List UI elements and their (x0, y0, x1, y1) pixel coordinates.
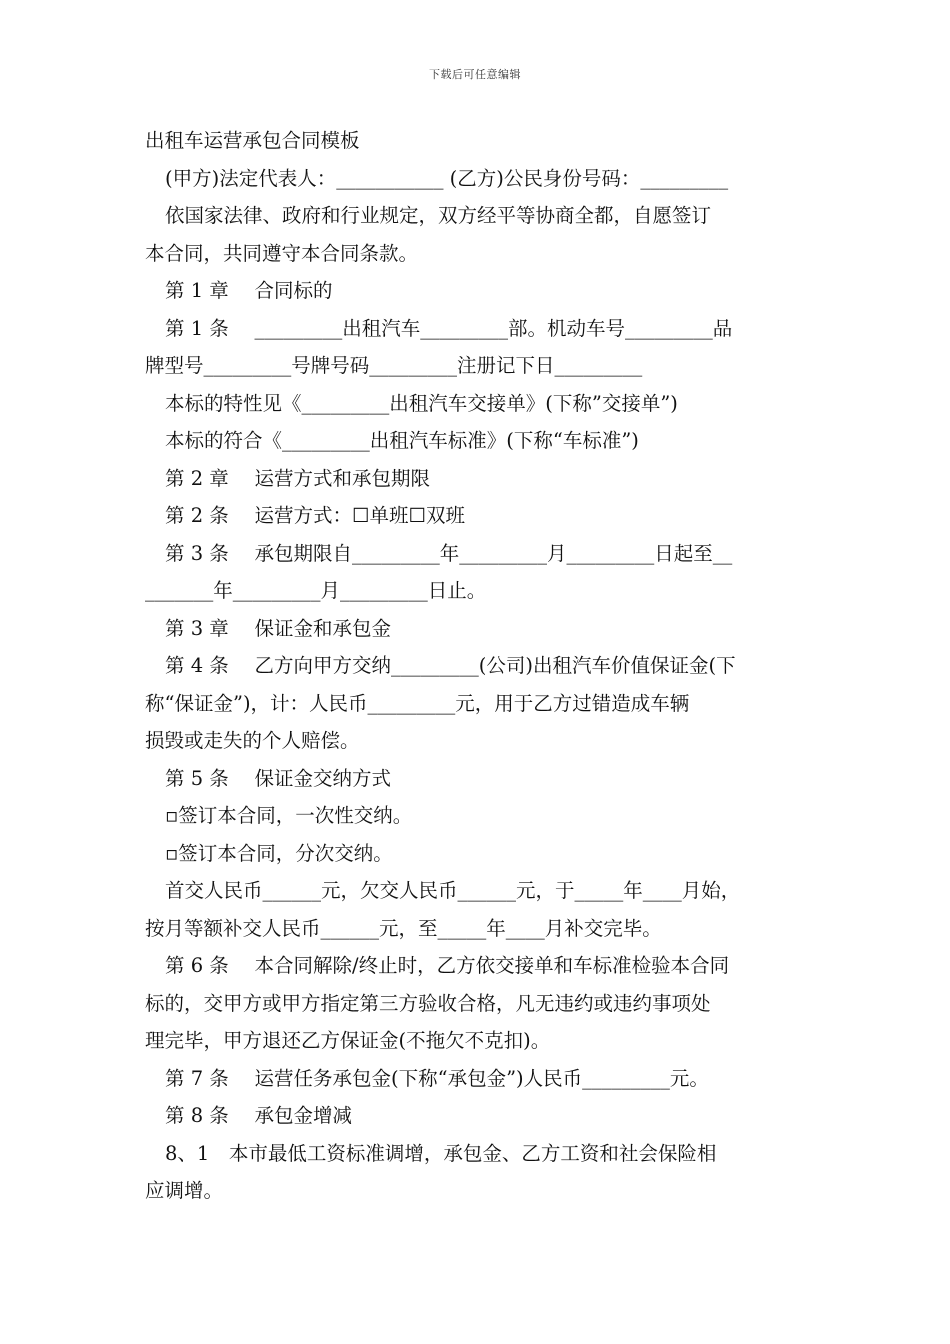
document-line: 依国家法律、政府和行业规定，双方经平等协商全都，自愿签订 (165, 204, 712, 227)
document-line: 理完毕，甲方退还乙方保证金(不拖欠不克扣)。 (145, 1029, 551, 1052)
document-line: 第 4 条 乙方向甲方交纳_________(公司)出租汽车价值保证金(下 (165, 654, 736, 677)
document-line: 第 2 章 运营方式和承包期限 (165, 466, 431, 490)
document-line: 本标的符合《_________出租汽车标准》(下称“车标准”) (165, 429, 639, 452)
document-line: (甲方)法定代表人：___________ (乙方)公民身份号码：_________ (165, 166, 729, 190)
document-line: 首交人民币______元，欠交人民币______元，于_____年____月始， (165, 879, 741, 902)
document-body (145, 122, 805, 1210)
document-line: 第 6 条 本合同解除/终止时，乙方依交接单和车标准检验本合同 (165, 954, 730, 977)
document-line: 第 3 条 承包期限自_________年_________月_________日起至__ (165, 541, 733, 565)
document-line: ▫签订本合同，一次性交纳。 (165, 804, 413, 827)
document-line: 损毁或走失的个人赔偿。 (145, 729, 360, 752)
document-line: _______年_________月_________日止。 (145, 579, 487, 602)
document-line: 按月等额补交人民币______元，至_____年____月补交完毕。 (145, 916, 662, 940)
document-line: 8、1 本市最低工资标准调增，承包金、乙方工资和社会保险相 (165, 1141, 717, 1165)
document-line: 本合同，共同遵守本合同条款。 (145, 241, 419, 265)
document-line: 第 3 章 保证金和承包金 (165, 616, 392, 640)
document-line: 第 7 条 运营任务承包金(下称“承包金”)人民币_________元。 (165, 1066, 709, 1090)
document-line: 第 1 章 合同标的 (165, 279, 333, 302)
document-line: 称“保证金”)，计：人民币_________元，用于乙方过错造成车辆 (145, 691, 690, 715)
document-line: 本标的特性见《_________出租汽车交接单》(下称”交接单”) (165, 391, 678, 415)
document-line: 应调增。 (145, 1179, 224, 1202)
document-line: 标的，交甲方或甲方指定第三方验收合格，凡无违约或违约事项处 (145, 991, 711, 1015)
document-line: 第 8 条 承包金增减 (165, 1104, 353, 1127)
document-line: 牌型号_________号牌号码_________注册记下日_________ (145, 354, 643, 377)
document-line: 第 1 条 _________出租汽车_________部。机动车号_________品 (165, 316, 733, 340)
page-header: 下载后可任意编辑 (429, 68, 521, 81)
document-title: 出租车运营承包合同模板 (145, 129, 360, 152)
document-line: 第 2 条 运营方式：☐单班☐双班 (165, 504, 465, 527)
document-line: 第 5 条 保证金交纳方式 (165, 766, 392, 790)
document-line: ▫签订本合同，分次交纳。 (165, 841, 393, 865)
